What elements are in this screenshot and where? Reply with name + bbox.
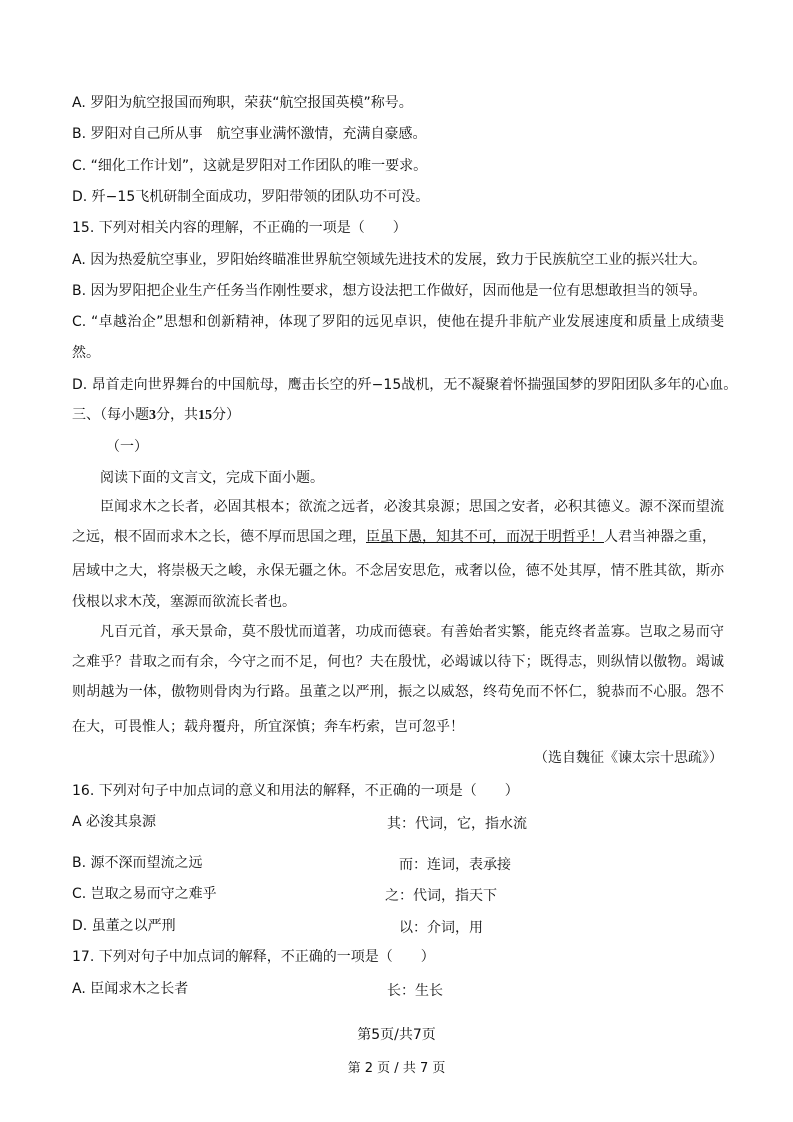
q15-option-c: C. “卓越治企”思想和创新精神，体现了罗阳的远见卓识，使他在提升非航产业发展速度和质量上成绩斐	[72, 314, 724, 330]
heading-score: 3	[149, 408, 156, 423]
inner-page-number: 第5页/共7页	[357, 1027, 436, 1043]
subsection-title: （一）	[106, 439, 148, 455]
section-heading	[72, 406, 240, 425]
q16-option-b-explanation: 而：连词，表承接	[399, 857, 511, 873]
instruction: 阅读下面的文言文，完成下面小题。	[100, 470, 324, 486]
q16-option-d: D. 虽董之以严刑	[72, 918, 176, 934]
q16-option-a: A 必浚其泉源	[72, 814, 157, 830]
q14-option-c: C. “细化工作计划”，这就是罗阳对工作团队的唯一要求。	[72, 158, 428, 174]
passage-line: 居域中之大，将崇极天之峻，永保无疆之休。不念居安思危，戒奢以俭，德不处其厚，情不胜其欲，斯亦	[72, 563, 724, 579]
passage-line: 在大，可畏惟人；载舟覆舟，所宜深慎；奔车朽索，岂可忽乎！	[72, 719, 464, 735]
q15-option-c-cont: 然。	[72, 345, 100, 361]
q14-option-d: D. 歼−15飞机研制全面成功，罗阳带领的团队功不可没。	[72, 189, 430, 205]
q14-option-a: A. 罗阳为航空报国而殉职，荣获“航空报国英模”称号。	[72, 95, 413, 111]
q16-stem: 16. 下列对句子中加点词的意义和用法的解释，不正确的一项是（ ）	[72, 783, 519, 799]
passage-text: 之远，根不固而求木之长，德不厚而思国之理，	[72, 529, 366, 545]
passage-line: 臣闻求木之长者，必固其根本；欲流之远者，必浚其泉源；思国之安者，必积其德义。源不深而望流	[100, 499, 724, 515]
q15-stem: 15. 下列对相关内容的理解，不正确的一项是（ ）	[72, 220, 407, 236]
q16-option-b: B. 源不深而望流之远	[72, 855, 203, 871]
q14-option-b: B. 罗阳对自己所从事 航空事业满怀激情，充满自豪感。	[72, 126, 427, 142]
page-footer: 第 2 页 / 共 7 页	[347, 1061, 446, 1076]
q16-option-c: C. 岂取之易而守之难乎	[72, 886, 217, 902]
q16-option-d-explanation: 以：介词，用	[399, 920, 483, 936]
heading-text: 分）	[212, 407, 240, 423]
heading-total: 15	[198, 408, 212, 423]
heading-text: 分，共	[156, 407, 198, 423]
underlined-sentence: 臣虽下愚，知其不可，而况于明哲乎！	[366, 529, 604, 545]
q16-option-c-explanation: 之：代词，指天下	[385, 888, 497, 904]
passage-line: 凡百元首，承天景命，莫不殷忧而道著，功成而德衰。有善始者实繁，能克终者盖寡。岂取之易而守	[100, 624, 724, 640]
passage-line: 之难乎？昔取之而有余，今守之而不足，何也？夫在殷忧，必竭诚以待下；既得志，则纵情以傲物。竭诚	[72, 654, 724, 670]
passage-line	[72, 528, 724, 546]
q16-option-a-explanation: 其：代词，它，指水流	[387, 816, 527, 832]
heading-text: 三、（每小题	[72, 407, 149, 423]
passage-line: 则胡越为一体，傲物则骨肉为行路。虽董之以严刑，振之以威怒，终苟免而不怀仁，貌恭而不心服。怨不	[72, 684, 724, 700]
q15-option-a: A. 因为热爱航空事业，罗阳始终瞄准世界航空领域先进技术的发展，致力于民族航空工业的振兴壮大。	[72, 252, 707, 268]
q17-option-a-explanation: 长：生长	[387, 983, 443, 999]
q17-stem: 17. 下列对句子中加点词的解释，不正确的一项是（ ）	[72, 949, 435, 965]
passage-text: 人君当神器之重，	[604, 529, 716, 545]
q15-option-b: B. 因为罗阳把企业生产任务当作刚性要求，想方设法把工作做好，因而他是一位有思想敢担当的领导。	[72, 283, 707, 299]
q17-option-a: A. 臣闻求木之长者	[72, 981, 189, 997]
q15-option-d: D. 昂首走向世界舞台的中国航母，鹰击长空的歼−15战机，无不凝聚着怀揣强国梦的罗阳团队多年的心血。	[72, 377, 738, 393]
passage-source: （选自魏征《谏太宗十思疏》）	[534, 750, 723, 766]
passage-line: 伐根以求木茂，塞源而欲流长者也。	[72, 594, 296, 610]
